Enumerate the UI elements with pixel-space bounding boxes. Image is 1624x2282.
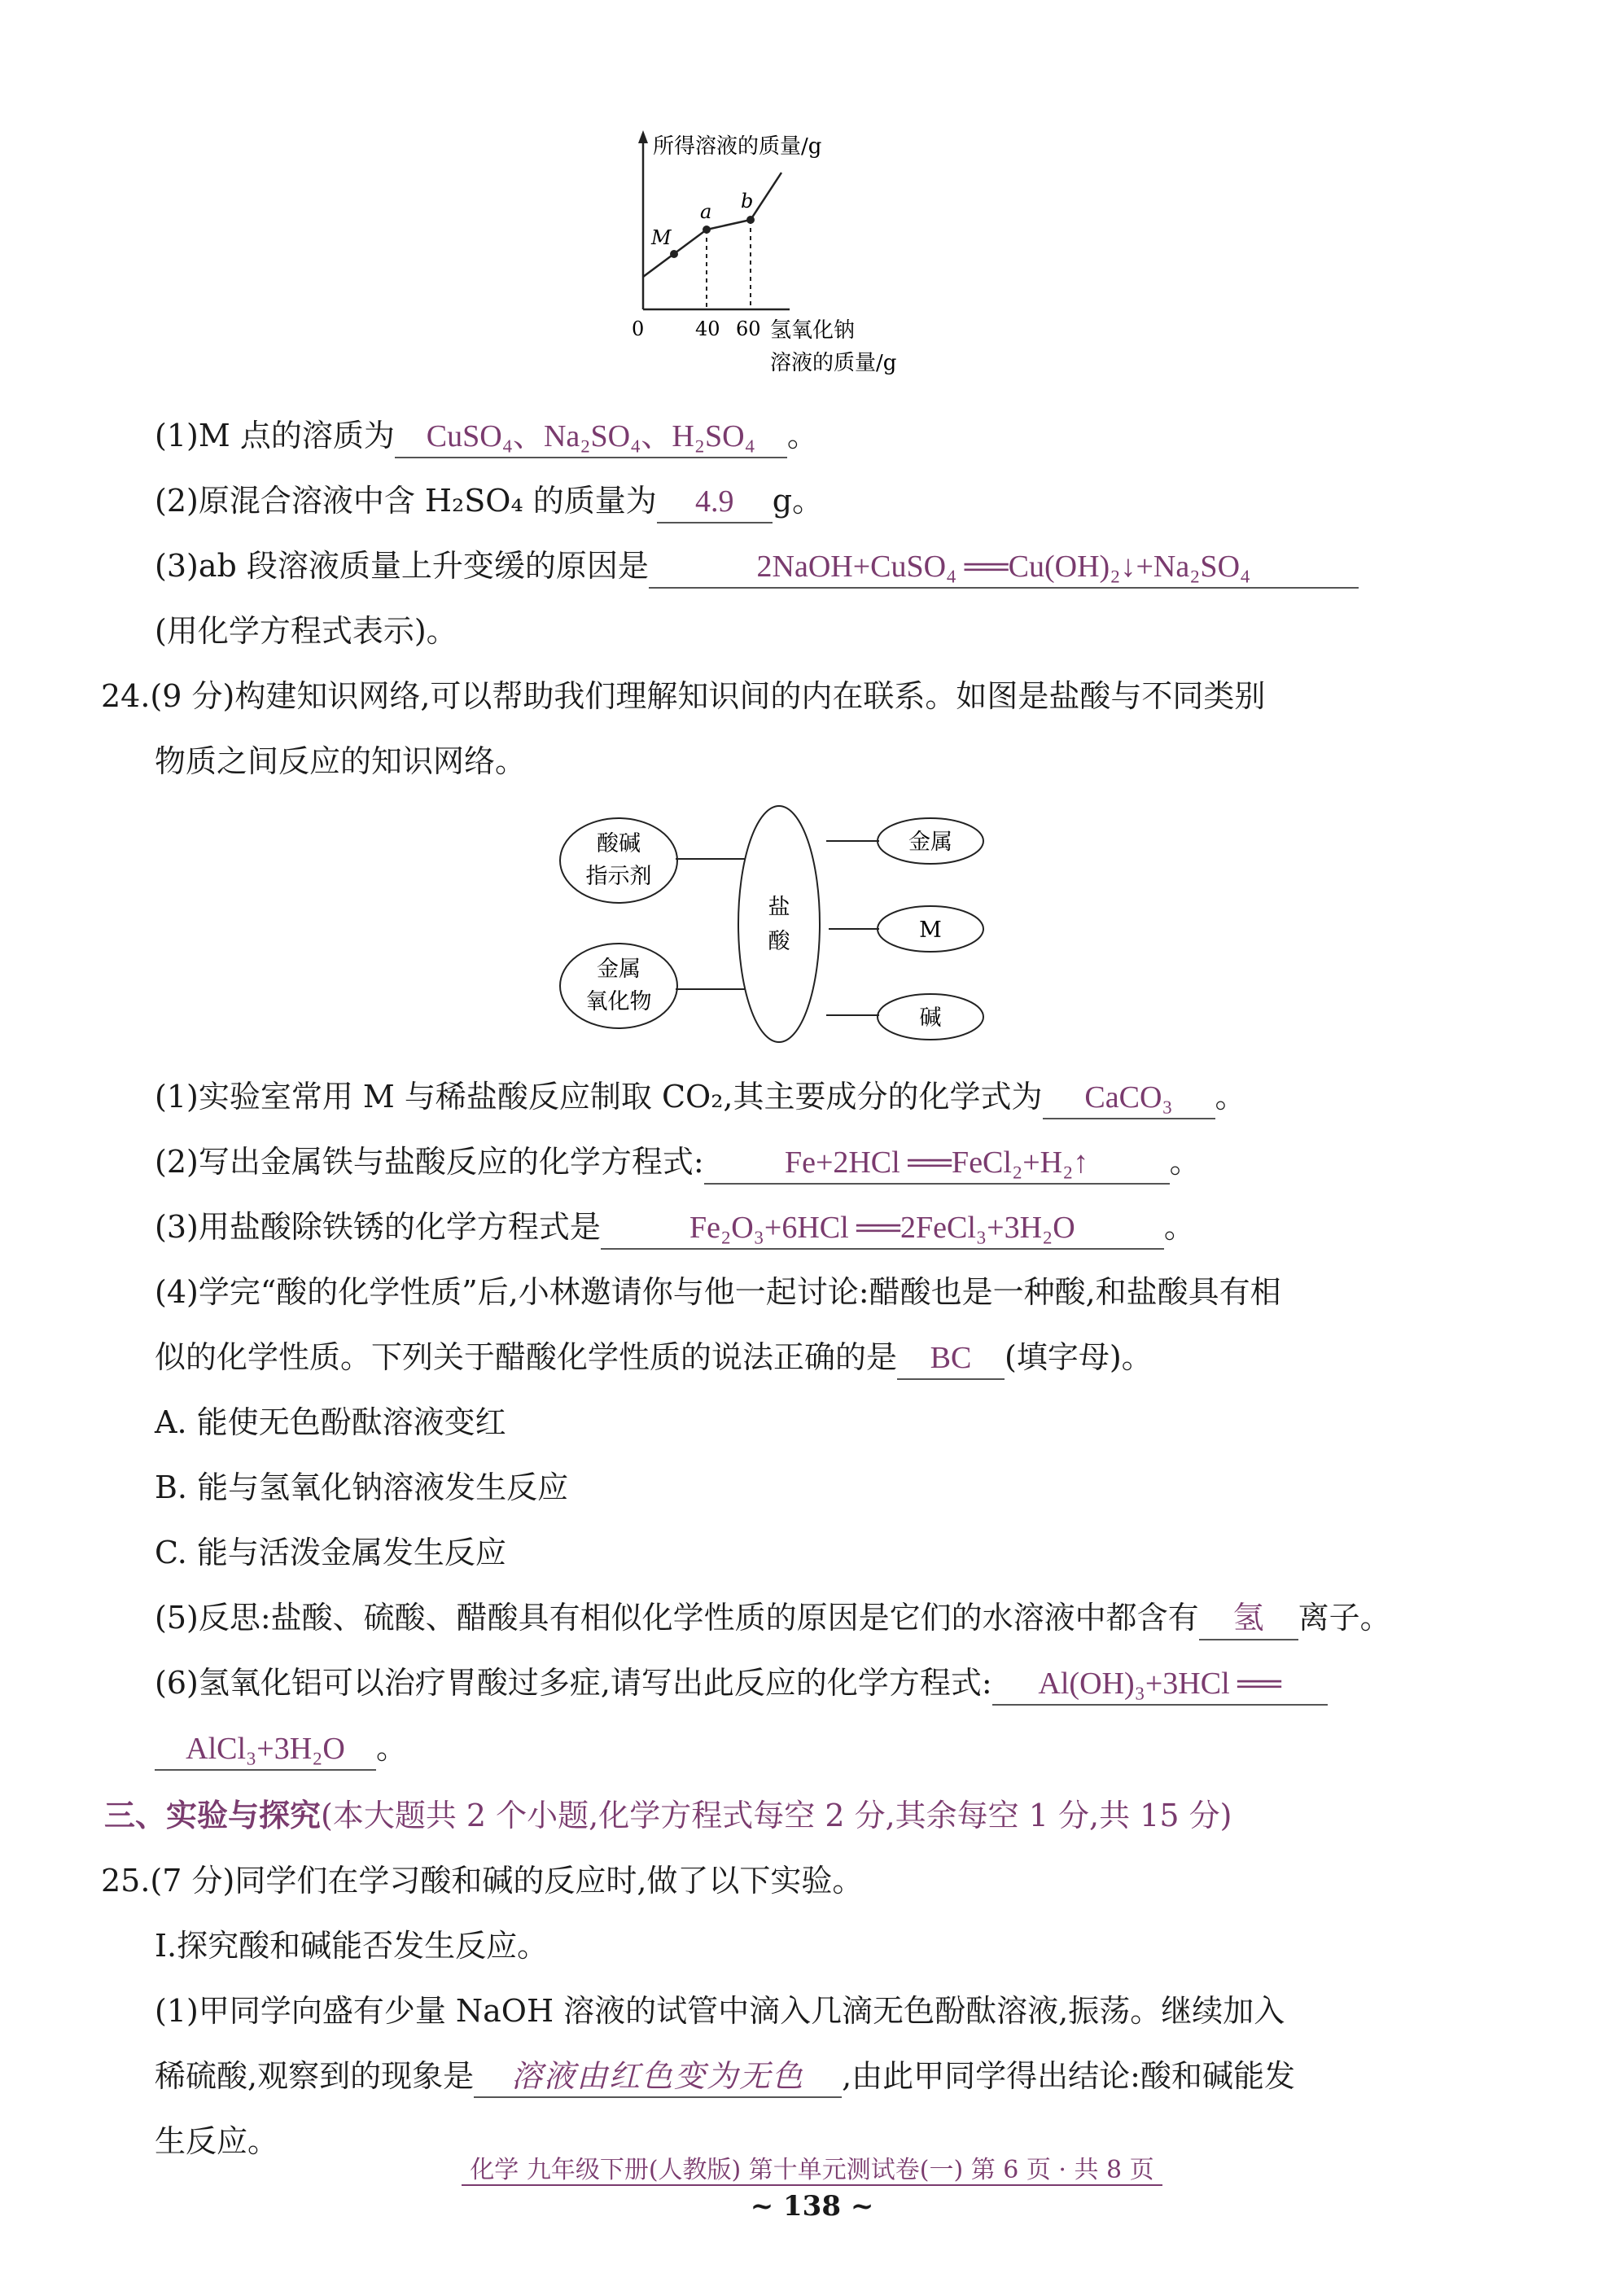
page-number: ~ 138 ~ xyxy=(750,2190,874,2223)
svg-text:指示剂: 指示剂 xyxy=(585,864,652,889)
q24-answer-3: Fe₂O₃+6HCl ══2FeCl₃+3H₂O xyxy=(601,1207,1164,1250)
q24-answer-4: BC xyxy=(897,1338,1005,1380)
q24-part4-line2: 似的化学性质。下列关于醋酸化学性质的说法正确的是 BC (填字母)。 xyxy=(155,1337,1153,1380)
svg-text:金属: 金属 xyxy=(597,957,641,982)
footer-info: 化学 九年级下册(人教版) 第十单元测试卷(一) 第 6 页 · 共 8 页 xyxy=(0,2149,1624,2185)
node-hydrochloric-acid xyxy=(738,806,820,1042)
svg-text:M: M xyxy=(919,918,942,943)
q23-part3: (3)ab 段溶液质量上升变缓的原因是 2NaOH+CuSO₄ ══Cu(OH)₂↓+Na₂SO₄ xyxy=(155,545,1359,589)
q24-intro-line1: 24.(9 分)构建知识网络,可以帮助我们理解知识间的内在联系。如图是盐酸与不同类别 xyxy=(101,678,1266,714)
q23-answer-1: CuSO₄、Na₂SO₄、H₂SO₄ xyxy=(395,416,787,458)
q24-part4-line1: (4)学完“酸的化学性质”后,小林邀请你与他一起讨论:醋酸也是一种酸,和盐酸具有相 xyxy=(155,1274,1281,1310)
q24-option-b: B. 能与氢氧化钠溶液发生反应 xyxy=(155,1470,569,1505)
q24-answer-2: Fe+2HCl ══FeCl₂+H₂↑ xyxy=(704,1142,1170,1185)
q23-part2: (2)原混合溶液中含 H₂SO₄ 的质量为 4.9 g。 xyxy=(155,480,823,523)
svg-text:盐: 盐 xyxy=(768,895,790,920)
svg-text:酸碱: 酸碱 xyxy=(597,831,641,856)
q25-p1-line3: 生反应。 xyxy=(155,2123,279,2159)
q23-answer-3: 2NaOH+CuSO₄ ══Cu(OH)₂↓+Na₂SO₄ xyxy=(649,546,1359,589)
q25-answer-1: 溶液由红色变为无色 xyxy=(474,2056,842,2098)
q25-p1-line1: (1)甲同学向盛有少量 NaOH 溶液的试管中滴入几滴无色酚酞溶液,振荡。继续加入 xyxy=(155,1993,1285,2029)
q23-answer-2: 4.9 xyxy=(657,481,773,523)
point-a-marker xyxy=(703,226,711,234)
graph-tick-40: 40 xyxy=(695,318,720,340)
q24-option-a: A. 能使无色酚酞溶液变红 xyxy=(155,1404,506,1440)
q24-option-c: C. 能与活泼金属发生反应 xyxy=(155,1535,506,1570)
svg-text:氧化物: 氧化物 xyxy=(585,989,652,1014)
q24-part2: (2)写出金属铁与盐酸反应的化学方程式: Fe+2HCl ══FeCl₂+H₂↑ 。 xyxy=(155,1141,1201,1185)
graph-x-axis-label-1: 氢氧化钠 xyxy=(770,318,856,343)
q25-p1-line2: 稀硫酸,观察到的现象是 溶液由红色变为无色 ,由此甲同学得出结论:酸和碱能发 xyxy=(155,2056,1295,2098)
graph-tick-60: 60 xyxy=(736,318,761,340)
point-b-label: b xyxy=(741,190,754,212)
graph-origin-label: 0 xyxy=(632,318,645,340)
q24-part3: (3)用盐酸除铁锈的化学方程式是 Fe₂O₃+6HCl ══2FeCl₃+3H₂O 。 xyxy=(155,1207,1195,1250)
q24-part1: (1)实验室常用 M 与稀盐酸反应制取 CO₂,其主要成分的化学式为 CaCO₃ 。 xyxy=(155,1076,1246,1119)
svg-text:碱: 碱 xyxy=(919,1005,942,1031)
q24-answer-1: CaCO₃ xyxy=(1043,1077,1215,1119)
graph-y-axis-label: 所得溶液的质量/g xyxy=(653,134,822,159)
q25-intro: 25.(7 分)同学们在学习酸和碱的反应时,做了以下实验。 xyxy=(101,1863,864,1899)
q24-part5: (5)反思:盐酸、硫酸、醋酸具有相似化学性质的原因是它们的水溶液中都含有 氢 离子。 xyxy=(155,1597,1391,1640)
q24-answer-6a: Al(OH)₃+3HCl ══ xyxy=(992,1663,1328,1706)
q25-part1-heading: Ⅰ.探究酸和碱能否发生反应。 xyxy=(155,1928,549,1964)
solution-mass-graph xyxy=(602,122,961,391)
q23-part3-continued: (用化学方程式表示)。 xyxy=(155,613,457,649)
q24-answer-5: 氢 xyxy=(1199,1598,1298,1640)
point-m-marker xyxy=(670,250,678,258)
point-a-label: a xyxy=(700,200,712,223)
q24-intro-line2: 物质之间反应的知识网络。 xyxy=(155,743,527,779)
svg-text:酸: 酸 xyxy=(768,929,790,954)
point-m-label: M xyxy=(651,226,672,249)
q23-part1: (1)M 点的溶质为 CuSO₄、Na₂SO₄、H₂SO₄ 。 xyxy=(155,415,818,458)
hydrochloric-acid-network-diagram xyxy=(545,802,1001,1046)
q24-part6-continued: AlCl₃+3H₂O 。 xyxy=(155,1728,407,1771)
svg-text:金属: 金属 xyxy=(908,830,952,855)
point-b-marker xyxy=(746,216,755,224)
q24-part6: (6)氢氧化铝可以治疗胃酸过多症,请写出此反应的化学方程式: Al(OH)₃+3HCl ══ xyxy=(155,1662,1328,1706)
q24-answer-6b: AlCl₃+3H₂O xyxy=(155,1728,376,1771)
graph-x-axis-label-2: 溶液的质量/g xyxy=(770,351,897,375)
section-3-heading: 三、实验与探究(本大题共 2 个小题,化学方程式每空 2 分,其余每空 1 分,共 15 分) xyxy=(104,1797,1232,1833)
